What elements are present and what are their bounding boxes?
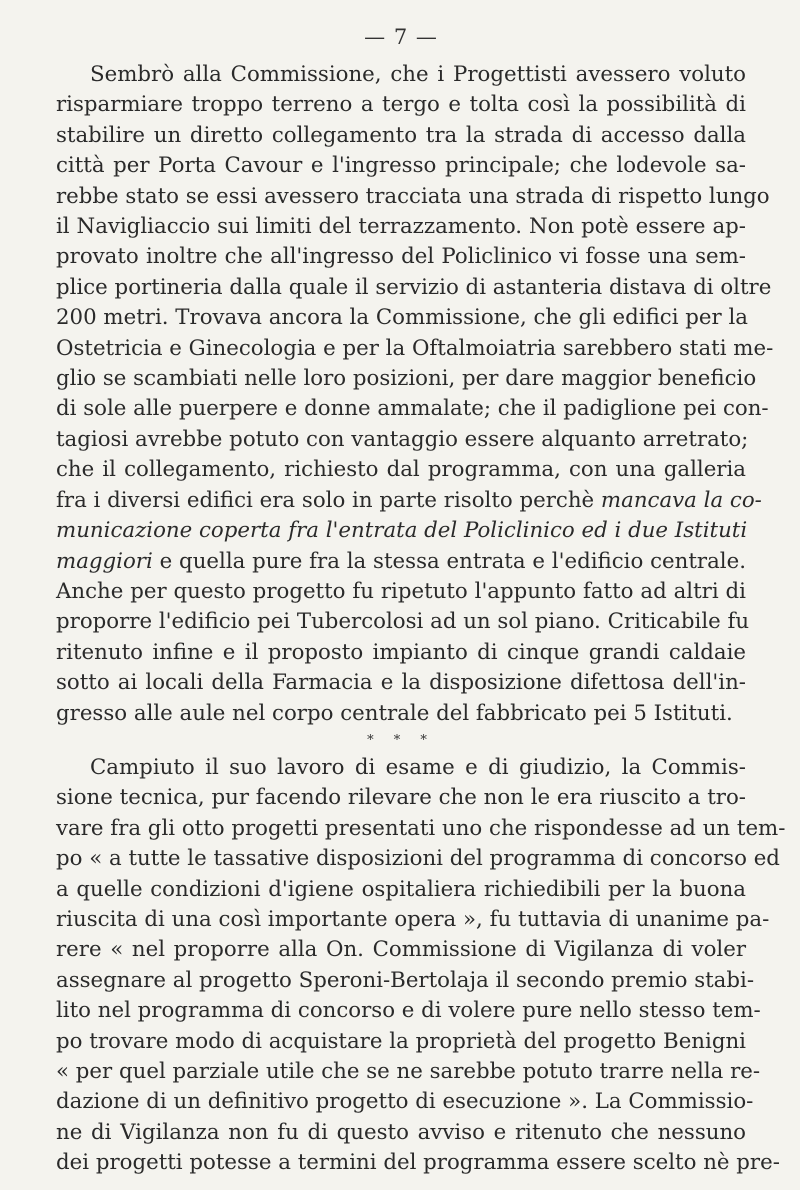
text-line: risparmiare troppo terreno a tergo e tolta così la possibilità di [56,92,746,118]
text-line: sione tecnica, pur facendo rilevare che non le era riuscito a tro- [56,785,746,811]
text-line: a quelle condizioni d'igiene ospitaliera richiedibili per la buona [56,876,746,902]
italic-run: mancava la co- [600,487,762,513]
text-line: riuscita di una così importante opera », fu tuttavia di unanime pa- [56,906,770,932]
paragraph-commission-critique [56,60,774,729]
text-line-mixed [56,547,746,577]
text-line: stabilire un diretto collegamento tra la strada di accesso dalla [56,122,746,148]
text-line: Ostetricia e Ginecologia e per la Oftalmoiatria sarebbero stati me- [56,335,774,361]
text-line: Sembrò alla Commissione, che i Progettisti avessero voluto [90,62,746,87]
italic-run: maggiori [56,548,153,574]
text-line: 200 metri. Trovava ancora la Commissione, che gli edifici per la [56,305,748,331]
text-line: che il collegamento, richiesto dal programma, con una galleria [56,457,746,483]
text-line: po trovare modo di acquistare la proprietà del progetto Benigni [56,1028,746,1054]
text-line: lito nel programma di concorso e di volere pure nello stesso tem- [56,998,761,1024]
text-line: vare fra gli otto progetti presentati uno che rispondesse ad un tem- [56,815,786,841]
document-page [56,14,786,1179]
text-line: Anche per questo progetto fu ripetuto l'appunto fatto ad altri di [56,578,746,604]
text-line: rebbe stato se essi avessero tracciata una strada di rispetto lungo [56,183,770,209]
text-line: Campiuto il suo lavoro di esame e di giudizio, la Commis- [90,754,746,780]
text-line: dazione di un definitivo progetto di esecuzione ». La Commissio- [56,1089,754,1115]
text-line: tagiosi avrebbe potuto con vantaggio essere alquanto arretrato; [56,426,749,452]
text-line-italic [56,516,746,546]
text-line: gresso alle aule nel corpo centrale del fabbricato pei 5 Istituti. [56,700,733,726]
text-line: plice portineria dalla quale il servizio di astanteria distava di oltre [56,274,772,300]
text-line: glio se scambiati nelle loro posizioni, per dare maggior beneficio [56,366,757,392]
text-line: proporre l'edificio pei Tubercolosi ad un sol piano. Criticabile fu [56,609,750,635]
section-break-asterisks: * * * [367,732,435,748]
text-run: fra i diversi edifici era solo in parte risolto perchè [56,487,601,513]
text-line: sotto ai locali della Farmacia e la disposizione difettosa dell'in- [56,670,746,696]
text-line: di sole alle puerpere e donne ammalate; che il padiglione pei con- [56,396,769,422]
text-line: ritenuto infine e il proposto impianto di cinque grandi caldaie [56,639,746,665]
text-run: e quella pure fra la stessa entrata e l'edificio centrale. [152,548,746,574]
text-line: città per Porta Cavour e l'ingresso principale; che lodevole sa- [56,153,746,179]
text-line: rere « nel proporre alla On. Commissione di Vigilanza di voler [56,937,746,963]
text-line: provato inoltre che all'ingresso del Policlinico vi fosse una sem- [56,244,746,270]
text-line-mixed [56,486,762,516]
page-number: — 7 — [364,25,438,49]
text-line: po « a tutte le tassative disposizioni del programma di concorso ed [56,846,780,872]
text-line: assegnare al progetto Speroni-Bertolaja il secondo premio stabi- [56,967,755,993]
text-line: dei progetti potesse a termini del programma essere scelto nè pre- [56,1150,780,1176]
italic-run: municazione coperta fra l'entrata del Policlinico ed i due Istituti [56,518,748,544]
text-line: il Navigliaccio sui limiti del terrazzamento. Non potè essere ap- [56,214,746,240]
paragraph-technical-commission [56,753,786,1179]
text-line: ne di Vigilanza non fu di questo avviso e ritenuto che nessuno [56,1119,746,1145]
text-line: « per quel parziale utile che se ne sarebbe potuto trarre nella re- [56,1059,761,1084]
